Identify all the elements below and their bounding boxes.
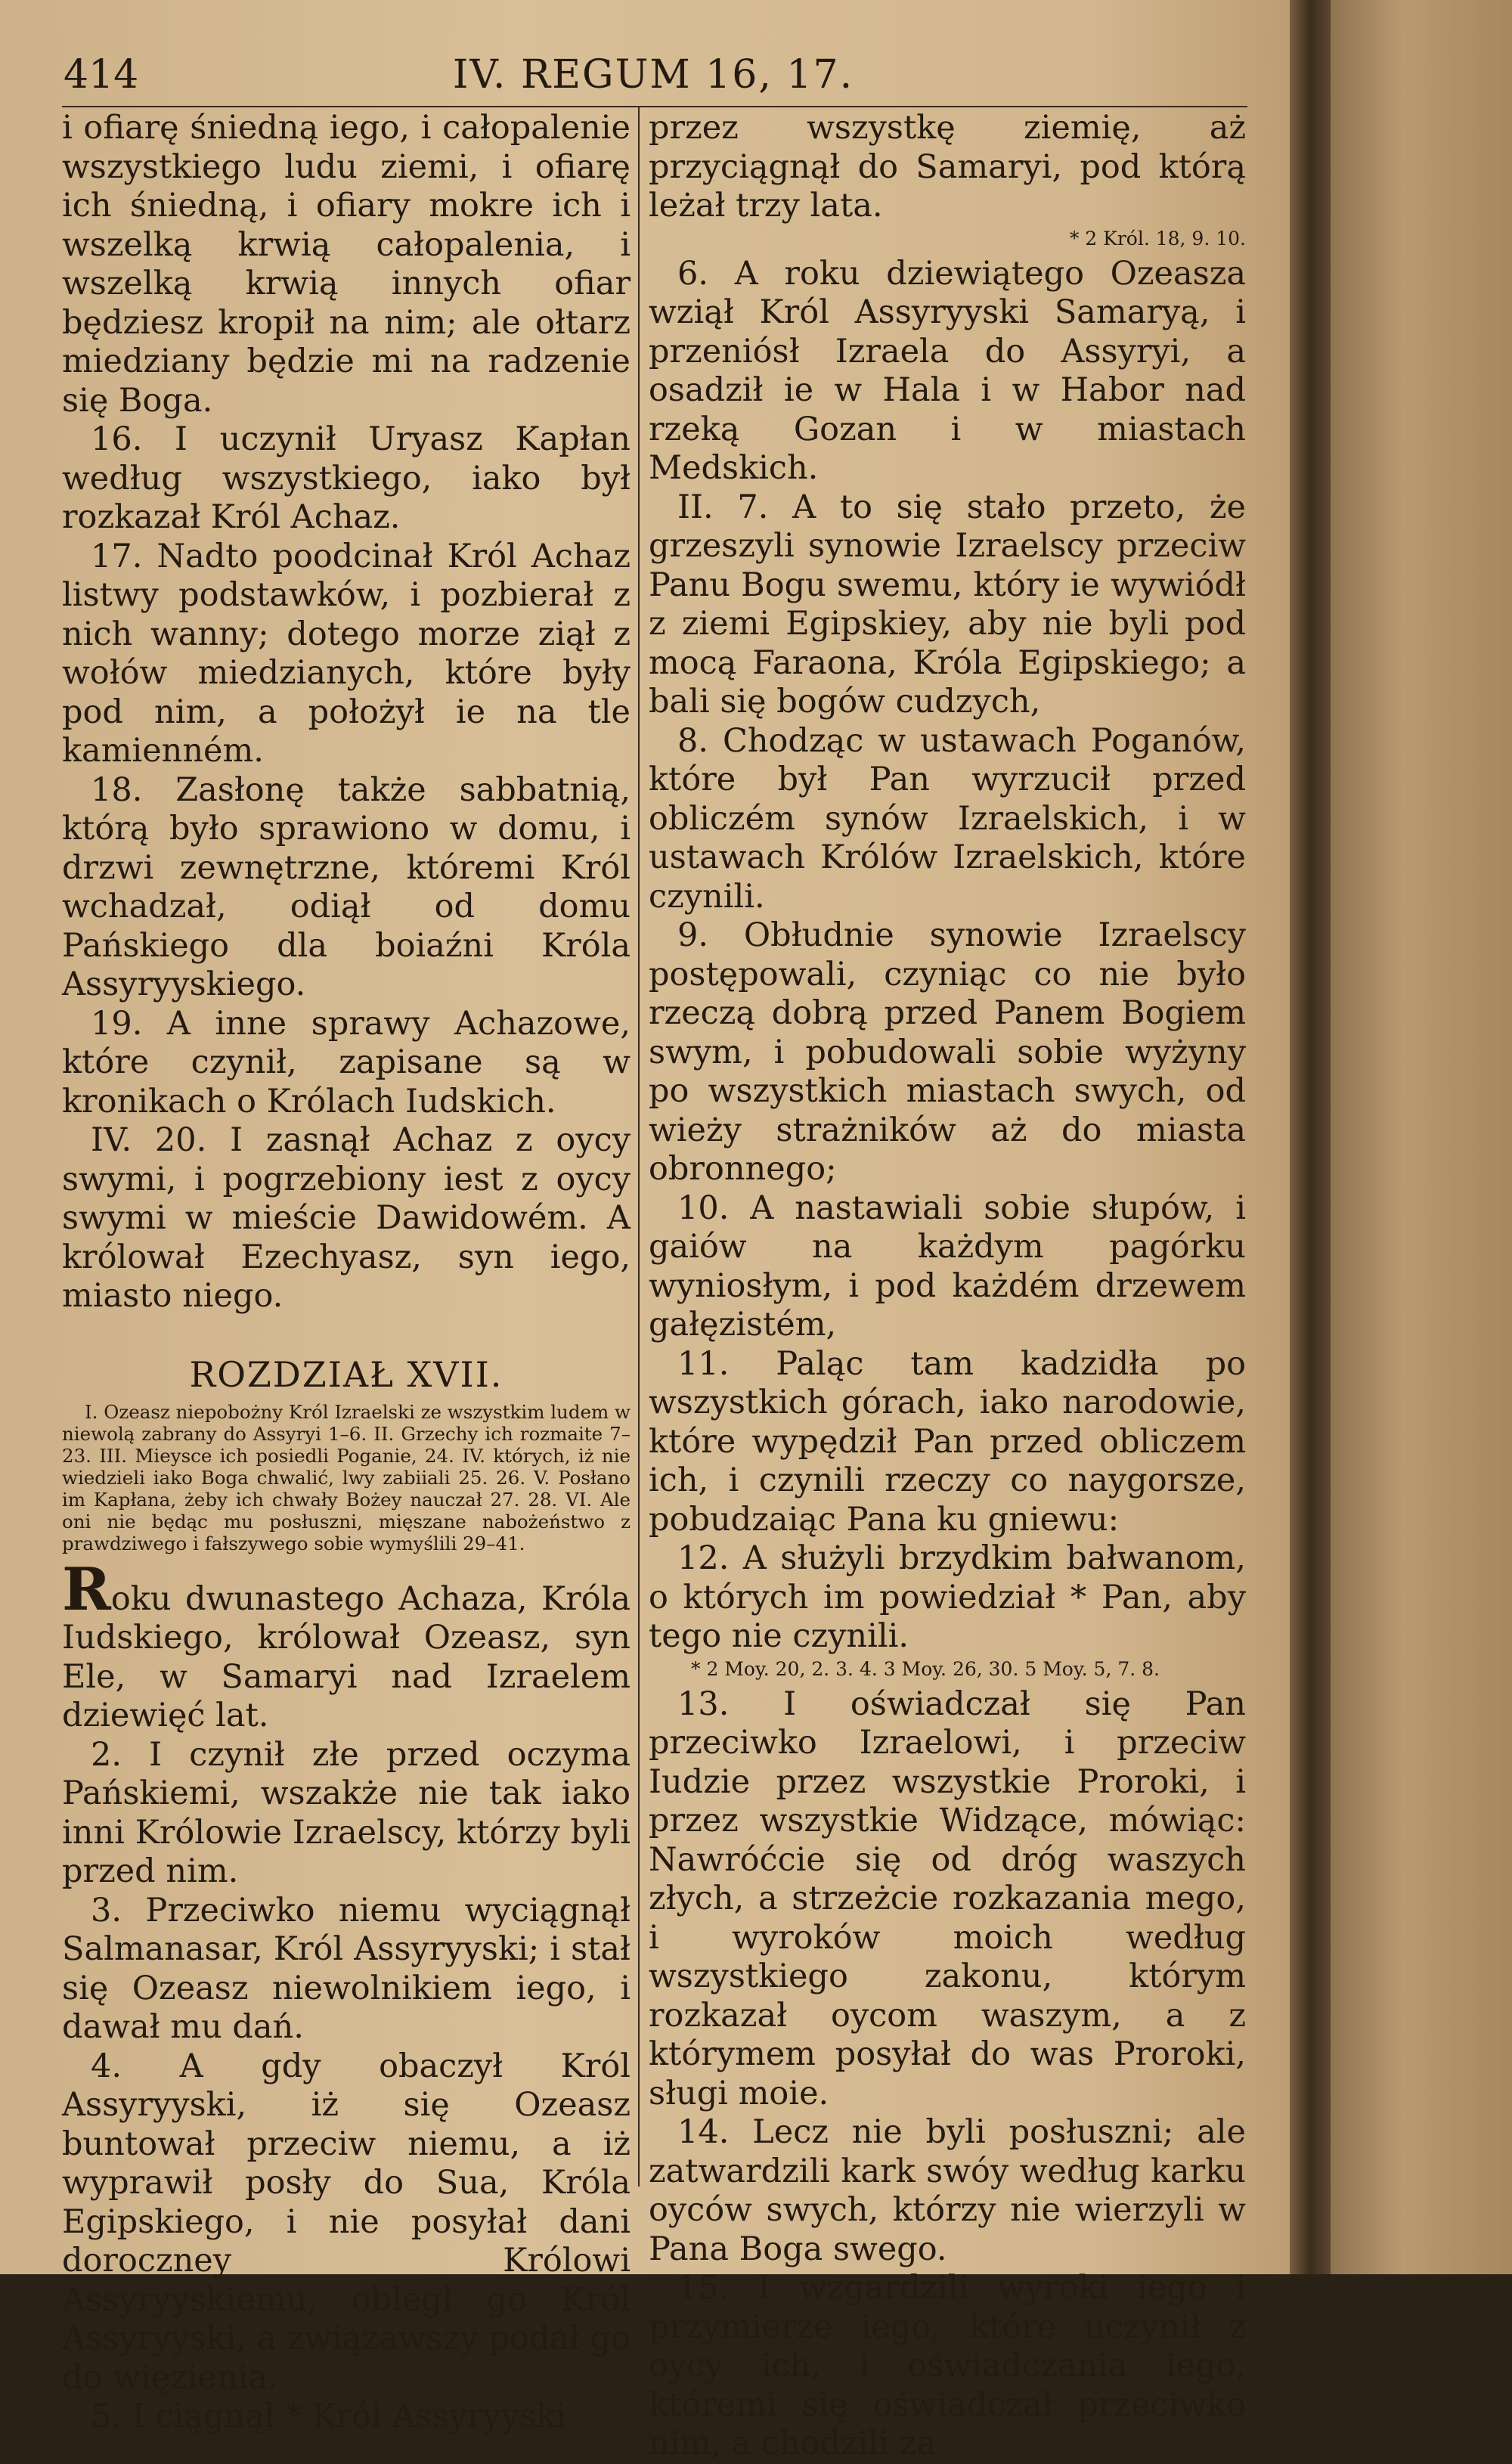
- verse-11: 11. Paląc tam kadzidła po wszystkich górach, iako narodowie, które wypędził Pan przed obliczem ich, i czynili rzeczy co naygorsze, pobudzaiąc Pana ku gniewu:: [649, 1344, 1246, 1539]
- chapter-verse-4: 4. A gdy obaczył Król Assyryyski, iż się Ozeasz buntował przeciw niemu, a iż wyprawił posły do Sua, Króla Egipskiego, i nie posyłał dani doroczney Królowi Assyryyskiemu, obległ go Król Assyryyski, a związawszy podał go do więzienia.: [62, 2047, 631, 2397]
- cross-reference: * 2 Moy. 20, 2. 3. 4. 3 Moy. 26, 30. 5 Moy. 5, 7. 8.: [691, 1657, 1160, 1680]
- verse-9: 9. Obłudnie synowie Izraelscy postępowali, czyniąc co nie było rzeczą dobrą przed Panem Bogiem swym, i pobudowali sobie wyżyny po wszystkich miastach swych, od wieży strażników aż do miasta obronnego;: [649, 916, 1246, 1188]
- verse-continuation: i ofiarę śniedną iego, i całopalenie wszystkiego ludu ziemi, i ofiarę ich śniedną, i ofiary mokre ich i wszelką krwią całopalenia, i wszelką krwią innych ofiar będziesz kropił na nim; ale ołtarz miedziany będzie mi na radzenie się Boga.: [62, 109, 631, 420]
- verse-15: 15. I wzgardzili wyroki iego i przymierze iego, które uczynił z oycy ich, i oświadczania iego, któremi się oświadczał przeciwko nim, a chodzili za: [649, 2269, 1246, 2462]
- cross-reference: * 2 Król. 18, 9. 10.: [1069, 227, 1246, 249]
- left-column: [62, 109, 631, 2437]
- chapter-verse-2: 2. I czynił złe przed oczyma Pańskiemi, wszakże nie tak iako inni Królowie Izraelscy, którzy byli przed nim.: [62, 1735, 631, 1890]
- running-header: [64, 48, 1243, 101]
- chapter-heading: ROZDZIAŁ XVII.: [189, 1353, 503, 1395]
- chapter-summary: I. Ozeasz niepobożny Król Izraelski ze wszystkim ludem w niewolą zabrany do Assyryi 1–6. II. Grzechy ich rozmaite 7–23. III. Mieysce ich posiedli Poganie, 24. IV. których, iż nie wiedzieli iako Boga chwalić, lwy zabiiali 25. 26. V. Posłano im Kapłana, żeby ich chwały Bożey nauczał 27. 28. VI. Ale oni nie będąc mu posłuszni, mięszane nabożeństwo z prawdziwego i fałszywego sobie wymyślili 29–41.: [62, 1400, 631, 1554]
- verse-7: II. 7. A to się stało przeto, że grzeszyli synowie Izraelscy przeciw Panu Bogu swemu, który ie wywiódł z ziemi Egipskiey, aby nie byli pod mocą Faraona, Króla Egipskiego; a bali się bogów cudzych,: [649, 488, 1246, 721]
- column-divider: [638, 107, 640, 2187]
- verse-16: 16. I uczynił Uryasz Kapłan według wszystkiego, iako był rozkazał Król Achaz.: [62, 420, 631, 536]
- verse-6: 6. A roku dziewiątego Ozeasza wziął Król Assyryyski Samaryą, i przeniósł Izraela do Assyryi, a osadził ie w Hala i w Habor nad rzeką Gozan i w miastach Medskich.: [649, 254, 1246, 487]
- chapter-verse-1: [62, 1554, 631, 1736]
- chapter-verse-3: 3. Przeciwko niemu wyciągnął Salmanasar, Król Assyryyski; i stał się Ozeasz niewolnikiem iego, i dawał mu dań.: [62, 1891, 631, 2046]
- right-column: [649, 109, 1246, 2464]
- verse-14: 14. Lecz nie byli posłuszni; ale zatwardzili kark swóy według karku oyców swych, którzy nie wierzyli w Pana Boga swego.: [649, 2113, 1246, 2268]
- verse-10: 10. A nastawiali sobie słupów, i gaiów na każdym pagórku wyniosłym, i pod każdém drzewem gałęzistém,: [649, 1189, 1246, 1344]
- chapter-verse-5: 5. I ciągnął * Król Assyryyski: [91, 2397, 566, 2435]
- facing-page-edge: [1331, 0, 1512, 2274]
- running-head-title: IV. REGUM 16, 17.: [452, 52, 854, 98]
- verse-12: 12. A służyli brzydkim bałwanom, o których im powiedział * Pan, aby tego nie czynili.: [649, 1539, 1246, 1655]
- drop-cap-initial: R: [62, 1554, 111, 1624]
- verse-8: 8. Chodząc w ustawach Poganów, które był Pan wyrzucił przed obliczém synów Izraelskich, i w ustawach Królów Izraelskich, które czynili.: [649, 721, 1246, 916]
- verse-13: 13. I oświadczał się Pan przeciwko Izraelowi, i przeciw Iudzie przez wszystkie Proroki, i przez wszystkie Widzące, mówiąc: Nawróćcie się od dróg waszych złych, a strzeżcie rozkazania mego, i wyroków moich według wszystkiego zakonu, którym rozkazał oycom waszym, a z którymem posyłał do was Proroki, sługi moie.: [649, 1685, 1246, 2112]
- page-number: 414: [64, 52, 139, 98]
- book-gutter: [1290, 0, 1331, 2274]
- verse-17: 17. Nadto poodcinał Król Achaz listwy podstawków, i pozbierał z nich wanny; dotego morze ziął z wołów miedzianych, które były pod nim, a położył ie na tle kamienném.: [62, 537, 631, 770]
- header-rule: [62, 106, 1247, 107]
- verse-20: IV. 20. I zasnął Achaz z oycy swymi, i pogrzebiony iest z oycy swymi w mieście Dawidowém. A królował Ezechyasz, syn iego, miasto niego.: [62, 1121, 631, 1315]
- verse-18: 18. Zasłonę także sabbatnią, którą było sprawiono w domu, i drzwi zewnętrzne, któremi Król wchadzał, odiął od domu Pańskiego dla boiaźni Króla Assyryyskiego.: [62, 770, 631, 1003]
- verse-19: 19. A inne sprawy Achazowe, które czynił, zapisane są w kronikach o Królach Iudskich.: [62, 1004, 631, 1120]
- verse-5-continuation: przez wszystkę ziemię, aż przyciągnął do Samaryi, pod którą leżał trzy lata.: [649, 109, 1246, 225]
- chapter-verse-1-text: oku dwunastego Achaza, Króla Iudskiego, królował Ozeasz, syn Ele, w Samaryi nad Izraelem dziewięć lat.: [62, 1579, 631, 1734]
